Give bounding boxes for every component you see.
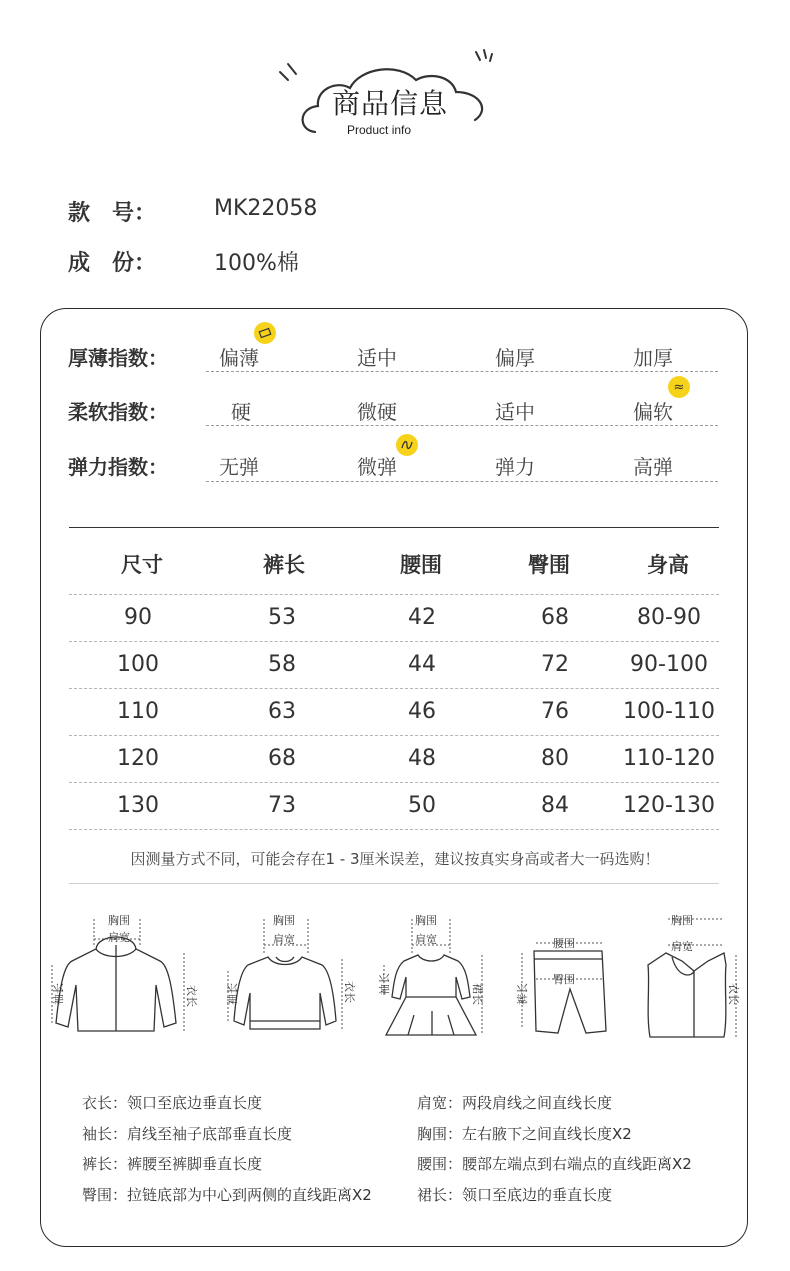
table-cell: 73: [268, 793, 296, 818]
row-divider: [69, 735, 719, 736]
chest-label: 胸围: [671, 914, 693, 927]
jacket-diagram: [48, 905, 198, 1045]
thickness-option: 适中: [357, 346, 397, 370]
definition-item: 袖长：肩线至袖子底部垂直长度: [82, 1125, 293, 1143]
sleeve-label: 袖长: [226, 983, 239, 1005]
style-number-value: MK22058: [214, 196, 318, 221]
divider: [206, 425, 718, 426]
material-label: 成 份：: [68, 251, 157, 276]
table-cell: 84: [541, 793, 569, 818]
thickness-option: 偏薄: [219, 346, 259, 370]
thickness-option: 偏厚: [495, 346, 535, 370]
table-cell: 50: [408, 793, 436, 818]
table-cell: 100-110: [623, 699, 715, 724]
table-cell: 76: [541, 699, 569, 724]
softness-option: 偏软: [633, 400, 673, 424]
softness-option: 适中: [495, 400, 535, 424]
divider: [206, 371, 718, 372]
table-cell: 80-90: [637, 605, 701, 630]
definition-item: 裤长：裤腰至裤脚垂直长度: [82, 1155, 263, 1173]
length-label: 衣长: [185, 985, 198, 1007]
table-cell: 53: [268, 605, 296, 630]
column-header-pants-length: 裤长: [263, 553, 305, 577]
sleeve-label: 袖长: [52, 983, 65, 1005]
chest-label: 胸围: [415, 914, 437, 927]
elasticity-option: 无弹: [219, 455, 259, 479]
divider: [69, 883, 719, 884]
chest-label: 胸围: [273, 914, 295, 927]
page-subtitle: Product info: [347, 123, 412, 137]
table-cell: 72: [541, 652, 569, 677]
length-label: 衣长: [727, 983, 740, 1005]
length-label: 衣长: [343, 981, 356, 1003]
table-cell: 130: [117, 793, 159, 818]
table-cell: 90: [124, 605, 152, 630]
elasticity-index-label: 弹力指数：: [68, 455, 168, 479]
pants-diagram: [514, 905, 624, 1045]
chest-label: 胸围: [108, 914, 130, 927]
table-cell: 44: [408, 652, 436, 677]
shoulder-label: 肩宽: [273, 933, 295, 946]
length-label: 裤长: [516, 983, 529, 1005]
vest-diagram: [638, 905, 750, 1045]
shoulder-label: 肩宽: [415, 933, 437, 946]
column-header-height: 身高: [647, 553, 689, 577]
sleeve-label: 袖长: [378, 973, 391, 995]
row-divider: [69, 594, 719, 595]
softness-option: 微硬: [357, 400, 397, 424]
row-divider: [69, 829, 719, 830]
shoulder-label: 肩宽: [671, 940, 693, 953]
table-cell: 42: [408, 605, 436, 630]
table-cell: 90-100: [630, 652, 708, 677]
row-divider: [69, 782, 719, 783]
table-cell: 80: [541, 746, 569, 771]
row-divider: [69, 641, 719, 642]
table-cell: 63: [268, 699, 296, 724]
definition-item: 衣长：领口至底边垂直长度: [82, 1094, 263, 1112]
sweater-diagram: [220, 905, 360, 1045]
definition-item: 腰围：腰部左端点到右端点的直线距离X2: [417, 1155, 692, 1173]
table-cell: 100: [117, 652, 159, 677]
measurement-note: 因测量方式不同，可能会存在1 - 3厘米误差，建议按真实身高或者大一码选购！: [130, 850, 660, 868]
definition-item: 裙长：领口至底边的垂直长度: [417, 1186, 613, 1204]
table-cell: 120-130: [623, 793, 715, 818]
page-title: 商品信息: [332, 87, 449, 120]
table-cell: 120: [117, 746, 159, 771]
style-number-label: 款 号：: [68, 201, 157, 226]
definition-item: 肩宽：两段肩线之间直线长度: [417, 1094, 613, 1112]
thickness-index-label: 厚薄指数：: [68, 346, 168, 370]
thickness-option: 加厚: [633, 346, 673, 370]
shoulder-label: 肩宽: [108, 931, 130, 944]
elasticity-option: 高弹: [633, 455, 673, 479]
row-divider: [69, 688, 719, 689]
definition-item: 臀围：拉链底部为中心到两侧的直线距离X2: [82, 1186, 372, 1204]
elasticity-option: 微弹: [357, 455, 397, 479]
table-cell: 110-120: [623, 746, 715, 771]
ruler-icon: [254, 322, 276, 344]
column-header-hip: 臀围: [528, 553, 570, 577]
waist-label: 腰围: [553, 937, 575, 950]
elasticity-option: 弹力: [495, 455, 535, 479]
table-cell: 48: [408, 746, 436, 771]
divider: [206, 481, 718, 482]
column-header-size: 尺寸: [121, 553, 163, 577]
table-cell: 46: [408, 699, 436, 724]
definition-item: 胸围：左右腋下之间直线长度X2: [417, 1125, 632, 1143]
dress-diagram: [378, 905, 498, 1045]
softness-index-label: 柔软指数：: [68, 400, 168, 424]
table-cell: 110: [117, 699, 159, 724]
wave-icon: ≈: [668, 376, 690, 398]
table-cell: 68: [268, 746, 296, 771]
column-header-waist: 腰围: [400, 553, 442, 577]
table-cell: 58: [268, 652, 296, 677]
softness-option: 硬: [231, 400, 251, 424]
material-value: 100%棉: [214, 251, 299, 276]
spring-icon: [396, 434, 418, 456]
table-cell: 68: [541, 605, 569, 630]
table-top-border: [69, 527, 719, 528]
hip-label: 臀围: [553, 973, 575, 986]
length-label: 裙长: [471, 983, 484, 1005]
